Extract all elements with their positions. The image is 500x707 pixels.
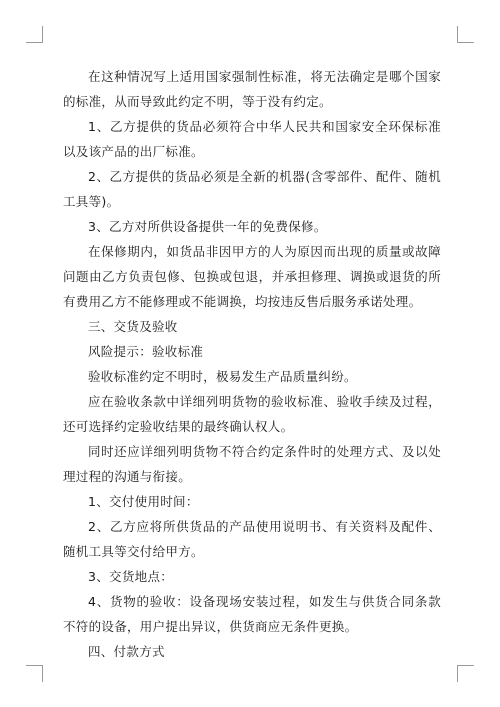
- paragraph: 4、货物的验收：设备现场安装过程，如发生与供货合同条款不符的设备，用户提出异议，供货商应无条件更换。: [63, 594, 441, 634]
- crop-mark-bottom-right: [457, 665, 474, 682]
- paragraph: 3、交货地点：: [88, 569, 174, 584]
- paragraph: 1、乙方提供的货品必须符合中华人民共和国家安全环保标准以及该产品的出厂标准。: [63, 119, 441, 159]
- crop-mark-bottom-left: [26, 665, 43, 682]
- paragraph: 在保修期内，如货品非因甲方的人为原因而出现的质量或故障问题由乙方负责包修、包换或包退，并承担修理、调换或退货的所有费用乙方不能修理或不能调换，均按违反售后服务承诺处理。: [63, 244, 441, 309]
- paragraph: 同时还应详细列明货物不符合约定条件时的处理方式、及以处理过程的沟通与衔接。: [63, 444, 441, 484]
- crop-mark-top-left: [26, 26, 43, 43]
- paragraph: 2、乙方应将所供货品的产品使用说明书、有关资料及配件、随机工具等交付给甲方。: [63, 519, 441, 559]
- paragraph: 在这种情况写上适用国家强制性标准，将无法确定是哪个国家的标准，从而导致此约定不明，等于没有约定。: [63, 69, 441, 109]
- paragraph: 验收标准约定不明时，极易发生产品质量纠纷。: [88, 369, 357, 384]
- paragraph: 应在验收条款中详细列明货物的验收标准、验收手续及过程，还可选择约定验收结果的最终确认权人。: [63, 394, 441, 434]
- paragraph: 风险提示：验收标准: [88, 344, 204, 359]
- paragraph: 2、乙方提供的货品必须是全新的机器(含零部件、配件、随机工具等)。: [63, 169, 441, 209]
- paragraph: 1、交付使用时间：: [88, 494, 199, 509]
- section-heading: 三、交货及验收: [88, 319, 178, 334]
- section-heading: 四、付款方式: [88, 644, 165, 659]
- document-body: [63, 64, 441, 664]
- crop-mark-top-right: [457, 26, 474, 43]
- paragraph: 3、乙方对所供设备提供一年的免费保修。: [88, 219, 327, 234]
